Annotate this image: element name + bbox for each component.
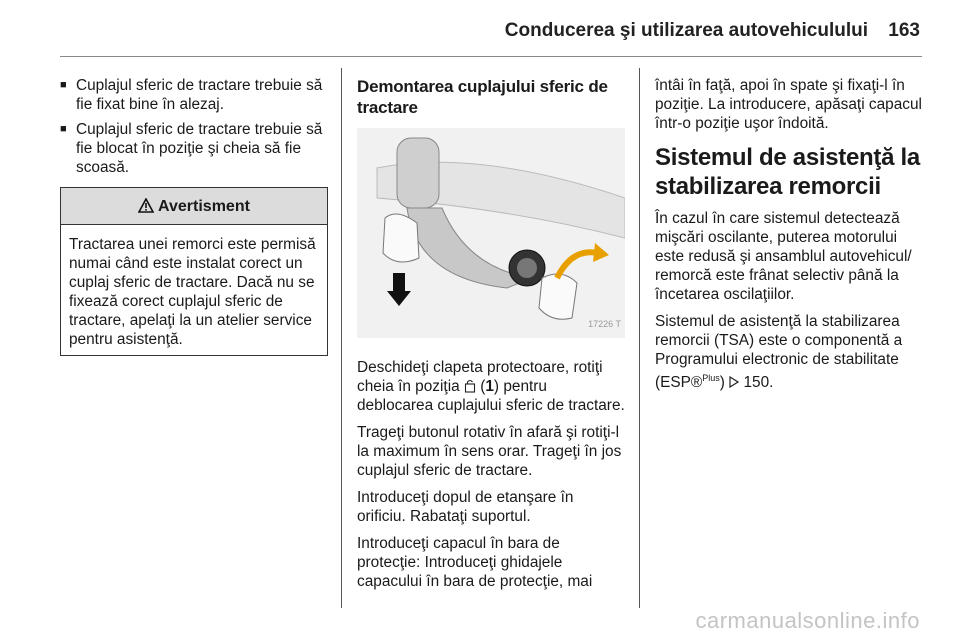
column-1 [60,76,328,356]
watermark: carmanualsonline.info [695,608,920,633]
warning-text: Tractarea unei remorci este permisă numai când este instalat corect un cuplaj sferic de tractare. Dacă nu se fixează corect cuplajul sferic de tractare, apelaţi la un atelier service pentru asistenţă. [69,236,316,348]
paragraph: Sistemul de asistenţă la stabilizarea remorcii (TSA) este o componentă a Programului electronic de stabilitate (ESP®$^{Plus}$) 150. [655,313,903,392]
column-3 [655,76,925,400]
page-header [0,0,960,58]
figure-number: 17226 T [588,319,621,329]
warning-title: Avertisment [158,197,250,215]
page-number: 163 [888,20,920,41]
paragraph: Introduceţi dopul de etanşare în orificiu. Rabataţi suportul. [357,489,574,525]
page-reference-link[interactable]: 150. [743,374,774,392]
column-2 [357,76,625,599]
paragraph: întâi în faţă, apoi în spate şi fixaţi-l în poziţie. La introducere, apăsaţi capacul într-o poziţie uşor îndoită. [655,77,922,132]
warning-triangle-icon [138,198,154,213]
paragraph: Deschideţi clapeta protectoare, rotiţi cheia în poziţia (1) pentru deblocarea cuplajului sferic de tractare. [357,359,625,414]
warning-box [60,187,328,356]
section-heading-tsa: Sistemul de asistenţă la stabilizarea remorcii [655,144,920,200]
bullet-square-icon: ■ [60,79,67,91]
list-item: ■ Cuplajul sferic de tractare trebuie să fie blocat în poziţie şi cheia să fie scoasă. [60,121,323,176]
column-divider-right [639,68,640,608]
chapter-title: Conducerea şi utilizarea autovehiculului [504,20,868,41]
paragraph: Introduceţi capacul în bara de protecţie: Introduceţi ghidajele capacului în bara de protecţie, mai [357,535,593,590]
paragraph: În cazul în care sistemul detectează mişcări oscilante, puterea motorului este redusă şi ansamblul autovehicul/ remorcă este frânat selectiv până la încetarea oscilaţiilor. [655,210,912,303]
list-item: ■ Cuplajul sferic de tractare trebuie să fie fixat bine în alezaj. [60,77,323,113]
towbar-illustration [357,128,625,338]
towbar-drawing [357,128,625,338]
header-rule [60,56,922,57]
page-reference-arrow-icon [729,376,739,388]
warning-header [61,188,327,225]
section-heading-removal: Demontarea cuplajului sferic de tractare [357,77,608,117]
column-divider-left [341,68,342,608]
key-position-icon [464,379,476,393]
paragraph: Trageţi butonul rotativ în afară şi rotiţi-l la maximum în sens orar. Trageţi în jos cuplajul sferic de tractare. [357,424,622,479]
bullet-square-icon: ■ [60,123,67,135]
